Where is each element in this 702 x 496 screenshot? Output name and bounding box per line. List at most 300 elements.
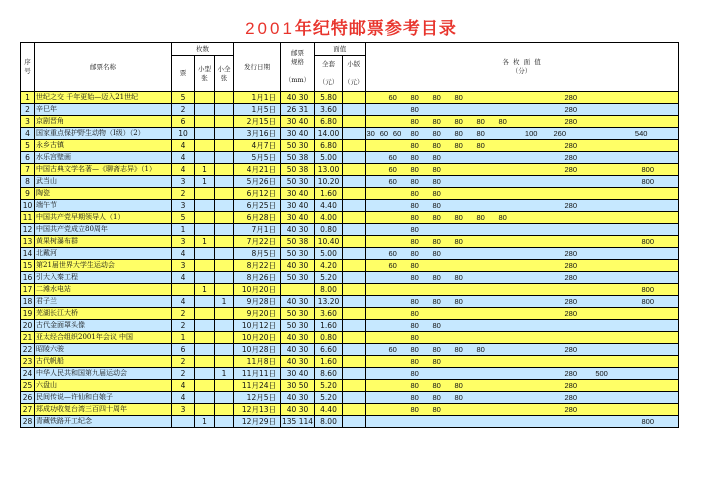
sheetlet-face-value [343,260,366,272]
row-number: 24 [21,368,35,380]
denomination-value: 800 [641,237,655,246]
denomination-value: 80 [410,261,419,270]
stamp-count: 2 [172,368,195,380]
denomination-value: 80 [432,201,441,210]
row-number: 10 [21,200,35,212]
sheetlet-count [215,392,234,404]
denomination-value: 80 [410,249,419,258]
stamp-name: 中华人民共和国第九届运动会 [35,368,172,380]
set-face-value: 10.20 [315,176,343,188]
header-spec: 邮票 规格 （mm） [281,43,315,92]
stamp-count: 10 [172,128,195,140]
sheetlet-count [215,416,234,428]
stamp-count: 6 [172,344,195,356]
denomination-value: 80 [410,93,419,102]
set-face-value: 0.80 [315,332,343,344]
sheetlet-count [215,356,234,368]
sheetlet-count [215,248,234,260]
denomination-value: 80 [432,129,441,138]
stamp-count: 3 [172,176,195,188]
denomination-value: 80 [476,117,485,126]
stamp-name: 中国共产党成立80周年 [35,224,172,236]
stamp-size: 50 30 [281,176,315,188]
souvenir-sheet-count: 1 [195,416,215,428]
denomination-value: 80 [454,141,463,150]
issue-date: 1月5日 [234,104,281,116]
sheetlet-face-value [343,332,366,344]
denomination-value: 60 [388,261,397,270]
stamp-name: 引大入秦工程 [35,272,172,284]
set-face-value: 4.00 [315,212,343,224]
denomination-value: 80 [410,201,419,210]
denominations [365,92,678,104]
denominations [365,236,678,248]
souvenir-sheet-count [195,344,215,356]
sheetlet-face-value [343,200,366,212]
issue-date: 11月24日 [234,380,281,392]
stamp-name: 国家重点保护野生动物（Ⅰ级）（2） [35,128,172,140]
stamp-size: 30 40 [281,368,315,380]
denomination-value: 60 [388,93,397,102]
sheetlet-count [215,104,234,116]
denomination-value: 60 [388,153,397,162]
row-number: 27 [21,404,35,416]
denomination-value: 80 [410,165,419,174]
stamp-name: 君子兰 [35,296,172,308]
denomination-value: 80 [410,345,419,354]
denomination-value: 260 [553,129,567,138]
denomination-value: 280 [564,273,578,282]
row-number: 28 [21,416,35,428]
denominations [365,188,678,200]
denomination-value: 80 [410,153,419,162]
denomination-value: 280 [564,261,578,270]
set-face-value: 1.60 [315,320,343,332]
issue-date: 12月13日 [234,404,281,416]
denomination-value: 80 [410,309,419,318]
stamp-count: 3 [172,260,195,272]
issue-date: 1月1日 [234,92,281,104]
sheetlet-count [215,404,234,416]
stamp-size: 40 30 [281,260,315,272]
row-number: 14 [21,248,35,260]
table-row [21,104,679,116]
issue-date: 10月12日 [234,320,281,332]
denomination-value: 80 [432,93,441,102]
stamp-size: 30 40 [281,200,315,212]
denominations [365,380,678,392]
header-denoms: 各 枚 面 值 （分） [365,43,678,92]
denomination-value: 500 [595,369,608,378]
denominations [365,308,678,320]
stamp-size: 40 30 [281,344,315,356]
set-face-value: 10.40 [315,236,343,248]
denominations [365,284,678,296]
table-row [21,260,679,272]
souvenir-sheet-count [195,116,215,128]
sheetlet-face-value [343,248,366,260]
header-count-stamp: 票 [172,56,195,92]
stamp-size: 40 30 [281,404,315,416]
denominations [365,224,678,236]
souvenir-sheet-count: 1 [195,236,215,248]
denomination-value: 80 [432,297,441,306]
header-date: 发行日期 [234,43,281,92]
sheetlet-count [215,92,234,104]
denomination-value: 280 [564,297,578,306]
set-face-value: 5.00 [315,152,343,164]
sheetlet-count [215,212,234,224]
stamp-name: 古代帆船 [35,356,172,368]
denomination-value: 280 [564,153,578,162]
set-face-value: 3.60 [315,308,343,320]
table-row [21,308,679,320]
sheetlet-face-value [343,128,366,140]
denominations [365,212,678,224]
page-title [0,14,702,39]
denomination-value: 80 [432,405,441,414]
denomination-value: 280 [564,117,578,126]
sheetlet-count [215,176,234,188]
issue-date: 11月11日 [234,368,281,380]
set-face-value: 13.00 [315,164,343,176]
denomination-value: 80 [432,141,441,150]
stamp-size: 40 30 [281,92,315,104]
stamp-name: 昭陵六骏 [35,344,172,356]
table-row [21,212,679,224]
issue-date: 3月16日 [234,128,281,140]
denomination-value: 80 [432,237,441,246]
row-number: 22 [21,344,35,356]
denomination-value: 80 [432,393,441,402]
stamp-count: 4 [172,164,195,176]
table-row [21,368,679,380]
sheetlet-face-value [343,356,366,368]
denomination-value: 80 [410,117,419,126]
denomination-value: 80 [498,213,507,222]
stamp-size: 30 40 [281,116,315,128]
denomination-value: 80 [410,405,419,414]
sheetlet-face-value [343,296,366,308]
stamp-name: 黄果树瀑布群 [35,236,172,248]
stamp-name: 辛巳年 [35,104,172,116]
denomination-value: 80 [410,357,419,366]
stamp-size: 50 38 [281,152,315,164]
table-row [21,164,679,176]
sheetlet-face-value [343,116,366,128]
stamp-count: 5 [172,212,195,224]
souvenir-sheet-count [195,200,215,212]
denominations [365,200,678,212]
table-row [21,416,679,428]
stamp-count: 2 [172,356,195,368]
set-face-value: 8.00 [315,284,343,296]
sheetlet-face-value [343,284,366,296]
sheetlet-count [215,116,234,128]
issue-date: 12月29日 [234,416,281,428]
header-count-group: 枚数 [172,43,234,56]
row-number: 3 [21,116,35,128]
sheetlet-face-value [343,320,366,332]
stamp-count: 1 [172,332,195,344]
sheetlet-face-value [343,176,366,188]
stamp-size: 50 30 [281,320,315,332]
row-number: 18 [21,296,35,308]
stamp-count: 3 [172,404,195,416]
row-number: 6 [21,152,35,164]
table-body [21,92,679,428]
denomination-value: 80 [410,141,419,150]
stamp-count: 4 [172,152,195,164]
set-face-value: 6.80 [315,116,343,128]
stamp-count: 2 [172,188,195,200]
denomination-value: 80 [410,297,419,306]
denominations [365,260,678,272]
denomination-value: 80 [410,333,419,342]
sheetlet-face-value [343,212,366,224]
denomination-value: 80 [432,381,441,390]
row-number: 17 [21,284,35,296]
title-year: 2001 [245,19,295,38]
issue-date: 11月8日 [234,356,281,368]
issue-date: 4月7日 [234,140,281,152]
souvenir-sheet-count [195,404,215,416]
stamp-size: 40 30 [281,332,315,344]
table-row [21,272,679,284]
stamp-size: 50 38 [281,164,315,176]
issue-date: 5月26日 [234,176,281,188]
souvenir-sheet-count [195,128,215,140]
sheetlet-face-value [343,416,366,428]
set-face-value: 1.60 [315,188,343,200]
stamp-name: 古代金面罩头像 [35,320,172,332]
denomination-value: 80 [476,141,485,150]
denomination-value: 280 [564,141,578,150]
sheetlet-count: 1 [215,296,234,308]
denomination-value: 800 [641,417,655,426]
sheetlet-face-value [343,392,366,404]
table-row [21,332,679,344]
issue-date: 5月5日 [234,152,281,164]
denominations [365,140,678,152]
stamp-name: 亚太经合组织2001年会议 中国 [35,332,172,344]
sheetlet-count [215,140,234,152]
denomination-value: 60 [388,345,397,354]
set-face-value: 0.80 [315,224,343,236]
stamp-name: 陶瓷 [35,188,172,200]
denomination-value: 80 [454,213,463,222]
sheetlet-count [215,200,234,212]
sheetlet-face-value [343,368,366,380]
stamp-count: 3 [172,200,195,212]
issue-date: 10月20日 [234,332,281,344]
denomination-value: 80 [410,369,419,378]
header-face-group: 面值 [315,43,366,56]
denomination-value: 80 [454,237,463,246]
denomination-value: 280 [564,381,578,390]
stamp-size: 50 30 [281,272,315,284]
header-name: 邮票名称 [35,43,172,92]
stamp-count [172,416,195,428]
stamp-name: 水乐宫壁画 [35,152,172,164]
denominations [365,320,678,332]
denomination-value: 280 [564,105,578,114]
denomination-value: 280 [564,309,578,318]
sheetlet-face-value [343,272,366,284]
denominations [365,176,678,188]
sheetlet-face-value [343,224,366,236]
denomination-value: 80 [410,177,419,186]
set-face-value: 8.60 [315,368,343,380]
denomination-value: 80 [432,213,441,222]
issue-date: 7月1日 [234,224,281,236]
sheetlet-count [215,152,234,164]
denominations [365,248,678,260]
denominations [365,164,678,176]
denomination-value: 80 [432,357,441,366]
stamp-size [281,284,315,296]
table-row [21,344,679,356]
stamp-name: 青藏铁路开工纪念 [35,416,172,428]
denomination-value: 80 [410,225,419,234]
denomination-value: 30 [366,129,375,138]
sheetlet-face-value [343,92,366,104]
table-row [21,320,679,332]
table-row [21,200,679,212]
stamp-name: 民间传说—许仙和白娘子 [35,392,172,404]
denominations [365,416,678,428]
set-face-value: 13.20 [315,296,343,308]
denomination-value: 80 [454,273,463,282]
row-number: 5 [21,140,35,152]
table-row [21,392,679,404]
sheetlet-face-value [343,404,366,416]
row-number: 7 [21,164,35,176]
denomination-value: 280 [564,345,578,354]
denominations [365,344,678,356]
souvenir-sheet-count [195,188,215,200]
table-row [21,248,679,260]
stamp-count: 6 [172,116,195,128]
stamp-size: 30 40 [281,188,315,200]
sheetlet-count [215,272,234,284]
denomination-value: 80 [498,117,507,126]
denominations [365,368,678,380]
stamp-name: 芜湖长江大桥 [35,308,172,320]
stamp-name: 北戴河 [35,248,172,260]
stamp-count: 2 [172,104,195,116]
row-number: 25 [21,380,35,392]
row-number: 13 [21,236,35,248]
set-face-value: 6.80 [315,140,343,152]
denomination-value: 80 [454,393,463,402]
table-row [21,296,679,308]
denomination-value: 80 [476,213,485,222]
denomination-value: 80 [454,117,463,126]
denominations [365,116,678,128]
issue-date: 4月21日 [234,164,281,176]
set-face-value: 1.60 [315,356,343,368]
denomination-value: 100 [524,129,538,138]
stamp-size: 40 30 [281,356,315,368]
denomination-value: 80 [410,105,419,114]
souvenir-sheet-count [195,320,215,332]
denomination-value: 80 [410,393,419,402]
row-number: 2 [21,104,35,116]
souvenir-sheet-count: 1 [195,176,215,188]
denomination-value: 800 [641,177,655,186]
row-number: 9 [21,188,35,200]
stamp-count: 4 [172,272,195,284]
sheetlet-face-value [343,308,366,320]
denominations [365,152,678,164]
sheetlet-face-value [343,140,366,152]
sheetlet-face-value [343,188,366,200]
denomination-value: 80 [432,249,441,258]
row-number: 20 [21,320,35,332]
sheetlet-count [215,128,234,140]
stamp-catalog-table [20,42,679,428]
souvenir-sheet-count [195,212,215,224]
denomination-value: 800 [641,165,655,174]
stamp-size: 135 114 [282,417,314,426]
denomination-value: 80 [410,321,419,330]
sheetlet-face-value [343,104,366,116]
stamp-count: 3 [172,236,195,248]
souvenir-sheet-count [195,248,215,260]
set-face-value: 4.20 [315,260,343,272]
souvenir-sheet-count [195,392,215,404]
stamp-size: 30 50 [281,380,315,392]
row-number: 12 [21,224,35,236]
set-face-value: 3.60 [315,104,343,116]
sheetlet-face-value [343,236,366,248]
denomination-value: 280 [564,93,578,102]
set-face-value: 5.20 [315,272,343,284]
set-face-value: 8.00 [315,416,343,428]
stamp-size: 26 31 [281,104,315,116]
row-number: 16 [21,272,35,284]
sheetlet-count [215,236,234,248]
issue-date: 9月28日 [234,296,281,308]
table-row [21,128,679,140]
header-face-small: 小版 （元） [343,56,366,92]
denomination-value: 80 [410,189,419,198]
stamp-size: 30 40 [281,128,315,140]
souvenir-sheet-count [195,368,215,380]
denomination-value: 540 [634,129,648,138]
stamp-name: 中国共产党早期领导人（1） [35,212,172,224]
stamp-count: 4 [172,140,195,152]
denomination-value: 80 [432,117,441,126]
denomination-value: 80 [476,129,485,138]
stamp-name: 第21届世界大学生运动会 [35,260,172,272]
issue-date: 8月22日 [234,260,281,272]
souvenir-sheet-count [195,308,215,320]
souvenir-sheet-count [195,140,215,152]
stamp-name: 武当山 [35,176,172,188]
set-face-value: 4.40 [315,200,343,212]
denominations [365,296,678,308]
denomination-value: 80 [432,189,441,198]
set-face-value: 5.00 [315,248,343,260]
stamp-name: 六盘山 [35,380,172,392]
header-face-full: 全套 （元） [315,56,343,92]
denominations [365,404,678,416]
table-row [21,92,679,104]
row-number: 8 [21,176,35,188]
stamp-size: 50 38 [281,236,315,248]
